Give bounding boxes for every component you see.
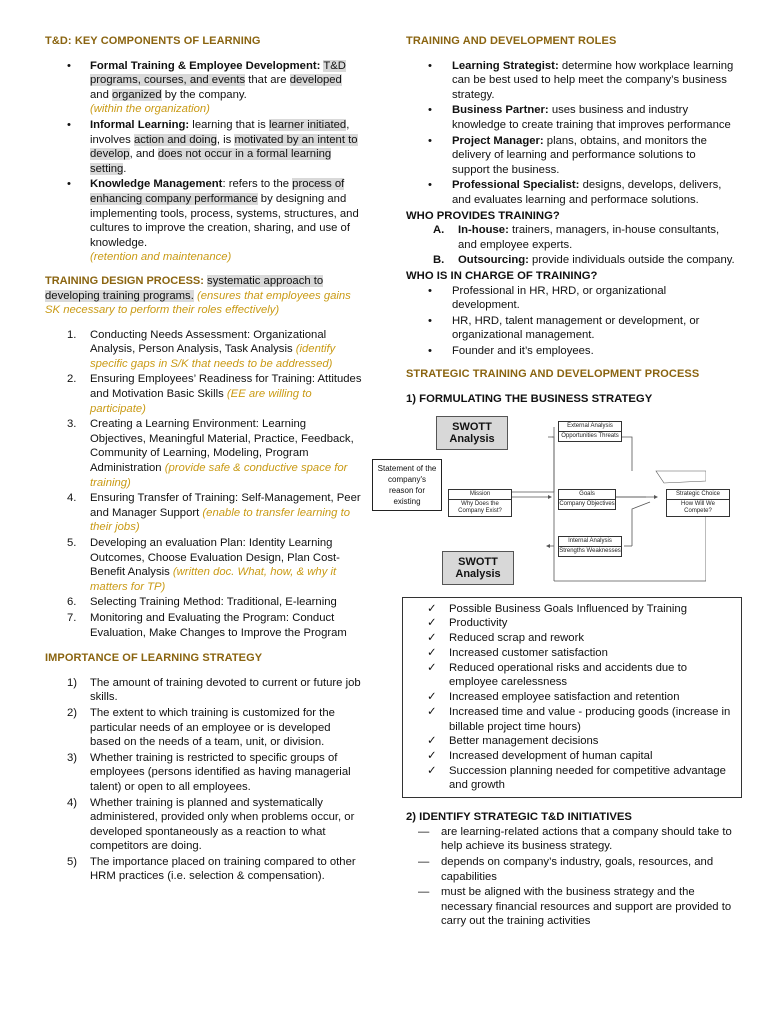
list-item: B. Outsourcing: provide individuals outside the company. (433, 254, 735, 267)
list-item: 7. Monitoring and Evaluating the Program: Conduct Evaluation, Make Changes to Improve the Program (67, 611, 347, 639)
list-item: • Formal Training & Employee Development: T&D programs, courses, and events that are developed and organized by the company. (within the organization) (45, 59, 363, 117)
checkmark-icon: ✓ (427, 705, 437, 718)
list-item: • Project Manager: plans, obtains, and monitors the delivery of learning and performance solutions to support the business. (406, 134, 736, 178)
business-strategy-diagram (370, 411, 721, 591)
external-analysis-box: External Analysis Opportunities Threats (558, 421, 622, 442)
list-item: 3. Creating a Learning Environment: Learning Objectives, Meaningful Material, Practice, Feedback, Community of Learning, Modeling, Program Administration (provide safe & conductive space for training) (67, 418, 354, 489)
checklist-item: ✓ Reduced scrap and rework (427, 632, 585, 645)
checkmark-icon: ✓ (427, 691, 437, 704)
list-item: • Founder and it’s employees. (406, 344, 736, 359)
statement-callout: Statement of the company's reason for existing (372, 459, 442, 511)
list-item: 5. Developing an evaluation Plan: Identity Learning Outcomes, Choose Evaluation Design, Plan Cost-Benefit Analysis (written doc. What, how, & why it matters for TP) (67, 537, 340, 593)
checklist-item: ✓ Productivity (427, 617, 508, 630)
design-steps-list (45, 328, 363, 640)
section-title-key-components: T&D: KEY COMPONENTS OF LEARNING (45, 35, 261, 47)
list-item: 1) The amount of training devoted to current or future job skills. (67, 676, 361, 704)
checkmark-icon: ✓ (427, 647, 437, 659)
checklist-item: ✓ Increased customer satisfaction (427, 647, 608, 659)
list-item: — are learning-related actions that a company should take to help achieve its business strategy. (418, 825, 732, 853)
list-item: 1. Conducting Needs Assessment: Organizational Analysis, Person Analysis, Task Analysis (identify specific gaps in S/K that needs to be addressed) (67, 328, 336, 370)
step2-heading: 2) IDENTIFY STRATEGIC T&D INITIATIVES (406, 811, 632, 824)
section-title-strategic-process: STRATEGIC TRAINING AND DEVELOPMENT PROCESS (406, 368, 700, 381)
list-item: 4. Ensuring Transfer of Training: Self-Management, Peer and Manager Support (enable to transfer learning to their jobs) (67, 492, 361, 534)
list-item: • Knowledge Management: refers to the process of enhancing company performance by designing and implementing tools, process, systems, structures, and cultures to improve the creation, sharing, and use of knowledge. (retention and maintenance) (45, 177, 363, 265)
checkmark-icon: ✓ (427, 602, 437, 615)
design-process-heading: TRAINING DESIGN PROCESS: systematic approach to developing training programs. (ensures that employees gains SK necessary to perform their roles effectively) (45, 274, 351, 317)
list-item: — must be aligned with the business strategy and the necessary financial resources and support are provided to carry out the training activities (418, 886, 732, 928)
left-column (45, 34, 363, 885)
list-item: 3) Whether training is restricted to specific groups of employees (persons identified as having managerial talent) or open to all employees. (67, 751, 351, 793)
checklist-item: ✓ Succession planning needed for competitive advantage and growth (427, 764, 726, 792)
roles-list (406, 59, 736, 208)
list-item: • Business Partner: uses business and industry knowledge to create training that improves performance (406, 103, 736, 132)
checklist-item: ✓ Better management decisions (427, 735, 599, 748)
swott-analysis-box-bottom: SWOTT Analysis (442, 551, 514, 585)
checklist-item: ✓ Possible Business Goals Influenced by Training (427, 602, 687, 615)
step1-heading: 1) FORMULATING THE BUSINESS STRATEGY (406, 393, 653, 406)
checklist-item: ✓ Reduced operational risks and accidents due to employee carelessness (427, 661, 688, 689)
checkmark-icon: ✓ (427, 735, 437, 748)
list-item: 4) Whether training is planned and systematically administered, provided only when problems occur, or developed spontaneously as a reaction to what competitors are doing. (67, 796, 355, 853)
checkmark-icon: ✓ (427, 764, 437, 777)
goals-box: Goals Company Objectives (558, 489, 616, 510)
right-column (377, 34, 736, 930)
in-charge-list (406, 284, 736, 359)
section-title-roles: TRAINING AND DEVELOPMENT ROLES (406, 35, 617, 47)
list-item: 5) The importance placed on training compared to other HRM practices (i.e. selection & compensation). (67, 855, 356, 883)
who-provides-heading: WHO PROVIDES TRAINING? (406, 209, 560, 222)
list-item: A. In-house: trainers, managers, in-house consultants, and employee experts. (433, 224, 720, 251)
list-item: • HR, HRD, talent management or development, or organizational management. (406, 314, 736, 343)
checkmark-icon: ✓ (427, 750, 437, 763)
components-list (45, 59, 363, 265)
checklist-item: ✓ Increased development of human capital (427, 750, 653, 763)
internal-analysis-box: Internal Analysis Strengths Weaknesses (558, 536, 622, 557)
strategic-choice-box: Strategic Choice How Will We Compete? (666, 489, 730, 517)
checkmark-icon: ✓ (427, 661, 437, 674)
importance-list (45, 676, 363, 884)
list-item: • Informal Learning: learning that is learner initiated, involves action and doing, is motivated by an intent to develop, and does not occur in a formal learning setting. (45, 118, 363, 176)
initiatives-list (406, 825, 736, 929)
providers-list (406, 223, 736, 268)
list-item: • Professional in HR, HRD, or organizational development. (406, 284, 736, 313)
section-title-importance: IMPORTANCE OF LEARNING STRATEGY (45, 652, 263, 665)
swott-analysis-box-top: SWOTT Analysis (436, 416, 508, 450)
list-item: 2. Ensuring Employees’ Readiness for Training: Attitudes and Motivation Basic Skills (EE are willing to participate) (67, 373, 362, 415)
business-goals-checklist (402, 597, 742, 799)
list-item: • Learning Strategist: determine how workplace learning can be best used to help meet the company’s business strategy. (406, 59, 736, 103)
list-item: 2) The extent to which training is customized for the particular needs of an employee or is developed based on the needs of a team, unit, or division. (67, 706, 335, 749)
checkmark-icon: ✓ (427, 617, 437, 630)
mission-box: Mission Why Does the Company Exist? (448, 489, 512, 517)
checklist-item: ✓ Increased time and value - producing goods (increase in billable project time hours) (427, 705, 731, 733)
checkmark-icon: ✓ (427, 632, 437, 645)
checklist-item: ✓ Increased employee satisfaction and retention (427, 691, 680, 704)
list-item: — depends on company’s industry, goals, resources, and capabilities (418, 856, 714, 883)
list-item: • Professional Specialist: designs, develops, delivers, and evaluates learning and performace solutions. (406, 178, 736, 207)
list-item: 6. Selecting Training Method: Traditional, E-learning (67, 596, 337, 609)
who-charge-heading: WHO IS IN CHARGE OF TRAINING? (406, 269, 598, 282)
